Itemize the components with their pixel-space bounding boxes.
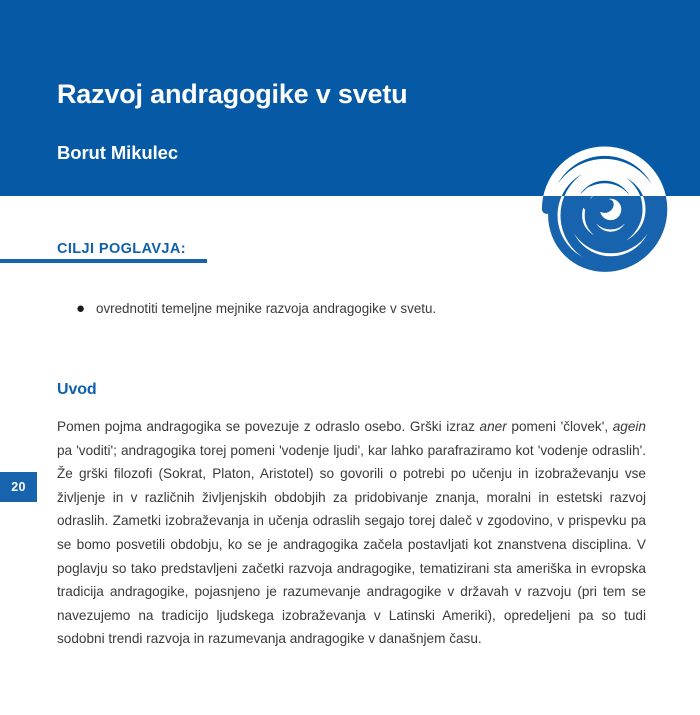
spiral-icon bbox=[538, 133, 680, 275]
body-paragraph: Pomen pojma andragogika se povezuje z odraslo osebo. Grški izraz aner pomeni 'človek', agein pa 'voditi'; andragogika torej pomeni 'vodenje ljudi', kar lahko parafraziramo kot 'vodenje odraslih'. Že grški filozofi (Sokrat, Platon, Aristotel) so govorili o potrebi po učenju in izobraževanju vse življenje in v različnih življenjskih obdobjih za pridobivanje znanja, moralni in estetski razvoj odraslih. Zametki izobraževanja in učenja odraslih segajo torej daleč v zgodovino, v prispevku pa se bomo posvetili obdobju, ko se je andragogika začela postavljati kot znanstvena disciplina. V poglavju so tako predstavljeni začetki razvoja andragogike, tematizirani sta ameriška in evropska tradicija andragogike, pojasnjeno je razumevanje andragogike v državah v razvoju (pri tem se navezujemo na tradicijo ljudskega izobraževanja v Latinski Ameriki), opredeljeni pa so tudi sodobni trendi razvoja in razumevanja andragogike v današnjem času. bbox=[57, 419, 646, 647]
section-heading-uvod: Uvod bbox=[57, 381, 97, 398]
emphasised-term: agein bbox=[612, 419, 646, 434]
goal-item-label: ovrednotiti temeljne mejnike razvoja andragogike v svetu. bbox=[96, 301, 437, 316]
list-item bbox=[76, 299, 636, 318]
page-title: Razvoj andragogike v svetu bbox=[57, 79, 408, 109]
goals-heading-rule bbox=[0, 259, 207, 263]
bullet-icon: ● bbox=[76, 300, 86, 317]
page-number-badge: 20 bbox=[0, 472, 37, 502]
emphasised-term: aner bbox=[479, 419, 507, 434]
goals-heading: CILJI POGLAVJA: bbox=[57, 241, 186, 257]
spiral-icon-top-half bbox=[538, 133, 680, 196]
chapter-author: Borut Mikulec bbox=[57, 142, 179, 163]
spiral-icon-bottom-half bbox=[538, 196, 680, 275]
goals-list bbox=[76, 299, 636, 318]
